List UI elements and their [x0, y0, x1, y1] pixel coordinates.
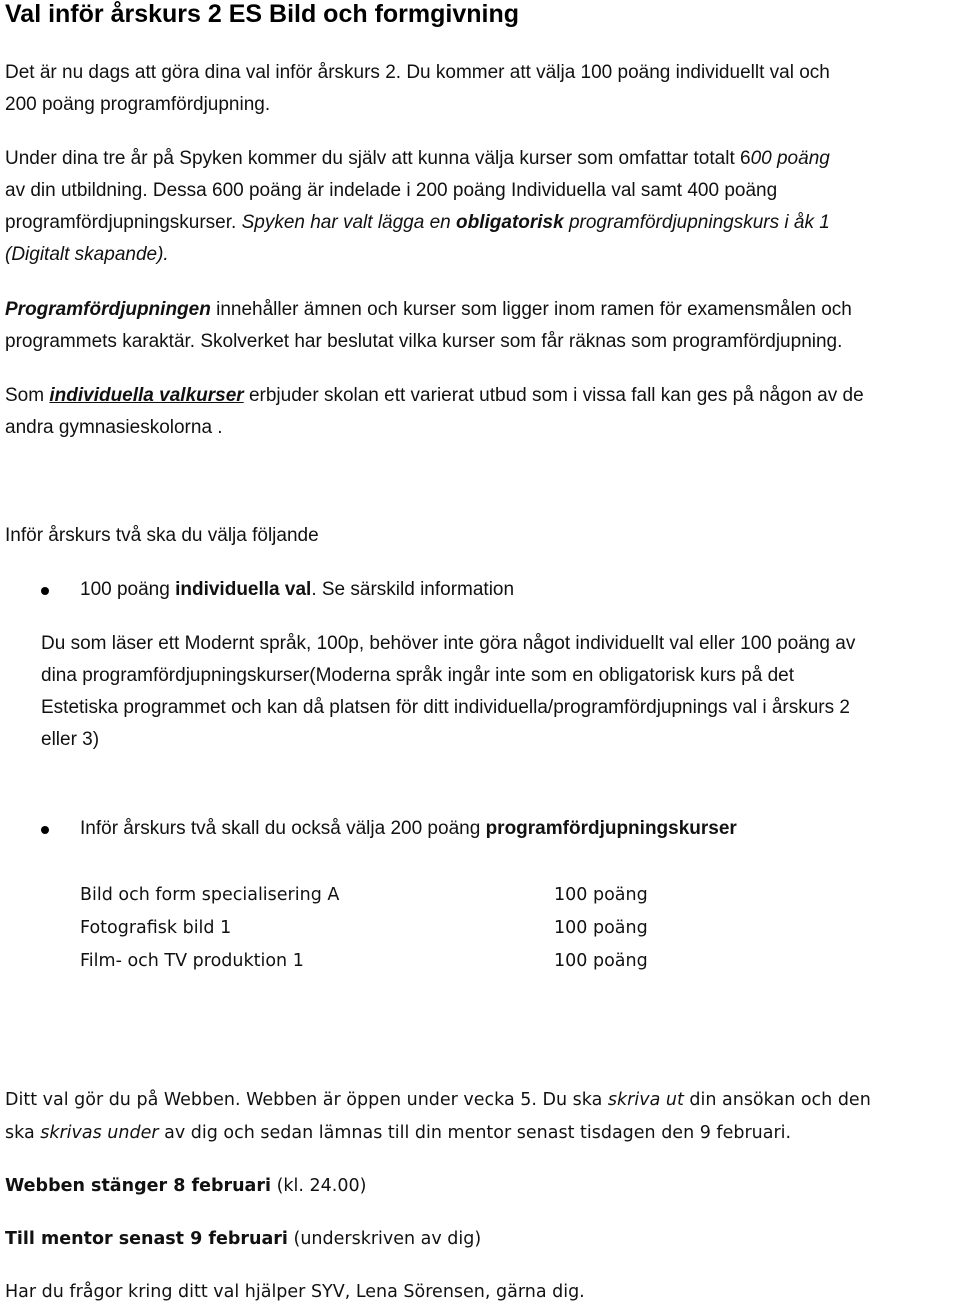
bullet-2-bold: programfördjupningskurser — [485, 818, 737, 839]
submission-line-1-start: Ditt val gör du på Webben. Webben är öppen under vecka 5. Du ska — [5, 1090, 608, 1110]
bullet-2-start: Inför årskurs två skall du också välja 200 poäng — [80, 818, 486, 839]
choices-line-2: av din utbildning. Dessa 600 poäng är indelade i 200 poäng Individuella val samt 400 poäng — [5, 180, 778, 201]
program-line-2: programmets karaktär. Skolverket har beslutat vilka kurser som får räknas som programfördjupning. — [5, 331, 843, 352]
program-paragraph — [5, 294, 852, 358]
bullet-1-bold: individuella val — [175, 579, 312, 600]
submission-line-1-end: din ansökan och den — [683, 1090, 871, 1110]
contact-info: Har du frågor kring ditt val hjälper SYV, Lena Sörensen, gärna dig. — [5, 1282, 585, 1302]
submission-line-2-start: ska — [5, 1123, 41, 1143]
bullet-item-1 — [80, 574, 514, 606]
language-note-line-1: Du som läser ett Modernt språk, 100p, behöver inte göra något individuellt val eller 100 poäng av — [41, 633, 856, 654]
bullet-1-end: . Se särskild information — [311, 579, 515, 600]
individual-line-1-end: erbjuder skolan ett varierat utbud som i vissa fall kan ges på någon av de — [243, 385, 864, 406]
choices-line-3-italic-end: programfördjupningskurs i åk 1 — [563, 212, 830, 233]
sign-emphasis: skrivas under — [40, 1123, 159, 1143]
page-title: Val inför årskurs 2 ES Bild och formgivning — [5, 0, 520, 28]
language-note-line-4: eller 3) — [41, 729, 100, 750]
submission-line-2 — [5, 1117, 871, 1150]
obligatory-label: obligatorisk — [456, 212, 564, 233]
choices-line-3-text: programfördjupningskurser. — [5, 212, 237, 233]
web-deadline-bold: Webben stänger 8 februari — [5, 1176, 271, 1196]
choices-line-1-italic: 00 poäng — [750, 148, 830, 169]
submission-line-2-end: av dig och sedan lämnas till din mentor senast tisdagen den 9 februari. — [158, 1123, 792, 1143]
course-points-value: 100 poäng — [554, 951, 648, 971]
submission-line-1 — [5, 1084, 871, 1117]
submission-instructions — [5, 1084, 871, 1150]
choices-paragraph — [5, 143, 830, 271]
course-name: Fotografisk bild 1 — [80, 918, 232, 938]
individual-line-1-start: Som — [5, 385, 50, 406]
program-line-1-text: innehåller ämnen och kurser som ligger inom ramen för examensmålen och — [210, 299, 852, 320]
bullet-1-start: 100 poäng — [80, 579, 176, 600]
course-points-value: 100 poäng — [554, 885, 648, 905]
mentor-deadline — [5, 1223, 481, 1256]
choices-line-3 — [5, 207, 830, 239]
intro-line-1: Det är nu dags att göra dina val inför årskurs 2. Du kommer att välja 100 poäng individuellt val och — [5, 62, 830, 83]
bullet-dot-2 — [41, 826, 49, 834]
course-points-value: 100 poäng — [554, 918, 648, 938]
individual-line-2: andra gymnasieskolorna . — [5, 417, 223, 438]
course-points — [554, 879, 648, 978]
course-name: Bild och form specialisering A — [80, 885, 340, 905]
choices-line-4: (Digitalt skapande). — [5, 244, 169, 265]
intro-paragraph — [5, 57, 830, 121]
choices-line-3-italic: Spyken har valt lägga en — [241, 212, 456, 233]
language-note-line-3: Estetiska programmet och kan då platsen för ditt individuella/programfördjupnings val i årskurs 2 — [41, 697, 850, 718]
individual-paragraph — [5, 380, 864, 444]
print-emphasis: skriva ut — [607, 1090, 684, 1110]
language-note-line-2: dina programfördjupningskurser(Moderna språk ingår inte som en obligatorisk kurs på det — [41, 665, 794, 686]
bullet-dot-1 — [41, 587, 49, 595]
bullet-item-2 — [80, 813, 737, 845]
bullet-2-text — [80, 813, 737, 845]
mentor-deadline-bold: Till mentor senast 9 februari — [5, 1229, 288, 1249]
language-note — [41, 628, 855, 756]
course-name: Film- och TV produktion 1 — [80, 951, 304, 971]
intro-line-2: 200 poäng programfördjupning. — [5, 94, 271, 115]
web-deadline-rest: (kl. 24.00) — [271, 1176, 367, 1196]
web-deadline — [5, 1170, 366, 1203]
section-heading: Inför årskurs två ska du välja följande — [5, 525, 319, 546]
individual-term: individuella valkurser — [49, 385, 244, 406]
individual-line-1 — [5, 380, 864, 412]
mentor-deadline-rest: (underskriven av dig) — [287, 1229, 482, 1249]
bullet-1-text — [80, 574, 514, 606]
choices-line-1 — [5, 143, 830, 175]
choices-line-1-text: Under dina tre år på Spyken kommer du själv att kunna välja kurser som omfattar totalt 6 — [5, 148, 751, 169]
program-term: Programfördjupningen — [5, 299, 211, 320]
course-names — [80, 879, 339, 978]
program-line-1 — [5, 294, 852, 326]
